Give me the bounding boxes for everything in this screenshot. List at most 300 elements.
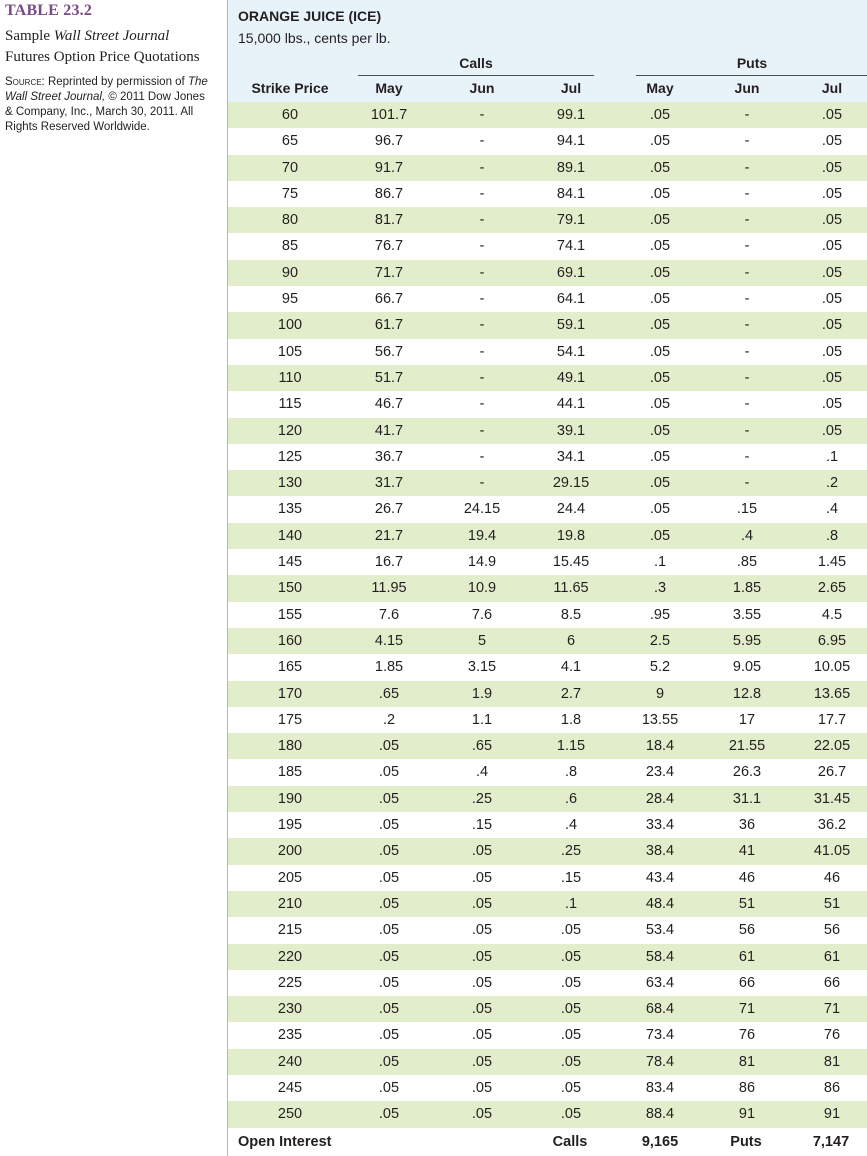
cell-calls-jun: 14.9 — [467, 554, 497, 571]
cell-calls-jun: 7.6 — [471, 606, 493, 623]
cell-puts-jul: 36.2 — [817, 817, 847, 834]
cell-puts-jul: 22.05 — [813, 738, 851, 755]
table-row — [228, 654, 867, 680]
table-row — [228, 602, 867, 628]
cell-calls-jul: 11.65 — [553, 580, 589, 597]
cell-calls-jul: 99.1 — [556, 107, 586, 123]
cell-puts-jul: .2 — [825, 475, 839, 492]
cell-calls-may: 76.7 — [374, 238, 404, 255]
cell-puts-jun: - — [744, 422, 750, 439]
cell-puts-may: .1 — [653, 554, 667, 571]
cell-strike-price: 105 — [277, 343, 303, 360]
table-header — [228, 0, 867, 103]
cell-calls-jun: 19.4 — [467, 527, 497, 544]
cell-puts-may: 13.55 — [641, 711, 679, 728]
cell-puts-may: .05 — [649, 527, 671, 544]
table-row — [228, 496, 867, 522]
table-row — [228, 970, 867, 996]
cell-calls-jul: 15.45 — [552, 554, 590, 571]
cell-puts-jul: 4.5 — [821, 606, 843, 623]
cell-calls-jun: 24.15 — [463, 501, 501, 518]
cell-strike-price: 210 — [277, 895, 303, 912]
cell-calls-jun: .4 — [475, 764, 489, 781]
cell-puts-jun: 51 — [738, 895, 756, 912]
cell-calls-jun: - — [479, 396, 485, 413]
cell-puts-may: 28.4 — [645, 790, 675, 807]
cell-calls-jun: .05 — [471, 1027, 493, 1044]
table-title: ORANGE JUICE (ICE) — [238, 8, 382, 24]
cell-calls-jun: .05 — [471, 1106, 493, 1123]
cell-puts-jul: 81 — [823, 1053, 841, 1070]
cell-puts-jun: 81 — [738, 1053, 756, 1070]
cell-puts-may: 5.2 — [649, 659, 671, 676]
table-row — [228, 681, 867, 707]
cell-puts-jul: 6.95 — [817, 632, 847, 649]
cell-calls-may: 51.7 — [374, 369, 404, 386]
cell-calls-jun: - — [479, 291, 485, 308]
table-row — [228, 286, 867, 312]
cell-puts-may: 78.4 — [645, 1053, 675, 1070]
cell-calls-jun: .05 — [471, 922, 493, 939]
cell-calls-jul: 79.1 — [556, 212, 586, 229]
cell-puts-may: 63.4 — [645, 974, 675, 991]
cell-calls-may: 16.7 — [374, 554, 404, 571]
cell-puts-jul: .05 — [821, 185, 843, 202]
cell-puts-jul: .05 — [821, 238, 843, 255]
cell-calls-jun: - — [479, 448, 485, 465]
cell-puts-may: 18.4 — [645, 738, 675, 755]
cell-puts-jun: - — [744, 264, 750, 281]
cell-strike-price: 90 — [281, 264, 299, 281]
cell-puts-jul: .05 — [821, 291, 843, 308]
cell-calls-may: 21.7 — [374, 527, 404, 544]
cell-calls-may: 41.7 — [374, 422, 404, 439]
cell-strike-price: 235 — [277, 1027, 303, 1044]
table-row — [228, 233, 867, 259]
sidebar — [5, 0, 210, 135]
cell-puts-jul: .05 — [821, 317, 843, 334]
table-row — [228, 549, 867, 575]
cell-strike-price: 70 — [281, 159, 299, 176]
cell-calls-jul: 84.1 — [556, 185, 586, 202]
cell-calls-jul: 89.1 — [556, 159, 586, 176]
cell-puts-jun: 41 — [738, 843, 756, 860]
cell-calls-jul: .05 — [560, 1079, 582, 1096]
cell-calls-jul: .1 — [564, 895, 578, 912]
calls-group-rule — [358, 75, 594, 76]
cell-puts-may: .05 — [649, 448, 671, 465]
cell-calls-may: .05 — [378, 764, 400, 781]
cell-calls-may: .05 — [378, 1001, 400, 1018]
cell-calls-jun: - — [479, 238, 485, 255]
cell-puts-jun: 26.3 — [732, 764, 762, 781]
cell-strike-price: 185 — [277, 764, 303, 781]
cell-puts-may: .05 — [649, 369, 671, 386]
cell-calls-jul: 69.1 — [556, 264, 586, 281]
cell-calls-jul: .15 — [560, 869, 582, 886]
cell-puts-jul: .8 — [825, 527, 839, 544]
cell-strike-price: 190 — [277, 790, 303, 807]
cell-puts-jul: .4 — [825, 501, 839, 518]
table-row — [228, 733, 867, 759]
cell-puts-jul: 31.45 — [813, 790, 851, 807]
cell-calls-jul: 1.8 — [560, 711, 582, 728]
table-row — [228, 628, 867, 654]
cell-calls-jun: - — [479, 264, 485, 281]
cell-strike-price: 110 — [278, 369, 302, 386]
cell-calls-may: 1.85 — [374, 659, 404, 676]
table-row — [228, 155, 867, 181]
cell-puts-may: .3 — [653, 580, 667, 597]
cell-puts-may: .05 — [649, 317, 671, 334]
table-row — [228, 891, 867, 917]
table-row — [228, 996, 867, 1022]
table-label: TABLE 23.2 — [5, 2, 93, 19]
table-subtitle: 15,000 lbs., cents per lb. — [238, 30, 391, 46]
cell-strike-price: 230 — [277, 1001, 303, 1018]
cell-strike-price: 225 — [277, 974, 303, 991]
column-header-strike-price: Strike Price — [251, 80, 329, 96]
cell-calls-jul: 94.1 — [556, 133, 586, 150]
cell-puts-jun: - — [744, 475, 750, 492]
cell-calls-jul: .05 — [560, 974, 582, 991]
cell-puts-may: 58.4 — [645, 948, 675, 965]
cell-strike-price: 85 — [281, 238, 299, 255]
cell-puts-jun: 66 — [738, 974, 756, 991]
cell-puts-jun: 76 — [738, 1027, 756, 1044]
cell-calls-jul: .25 — [560, 843, 582, 860]
cell-puts-jul: .05 — [821, 212, 843, 229]
table-row — [228, 391, 867, 417]
cell-calls-may: .2 — [382, 711, 396, 728]
cell-puts-jun: - — [744, 107, 750, 123]
cell-calls-jul: 1.15 — [556, 738, 586, 755]
cell-calls-may: 56.7 — [374, 343, 404, 360]
cell-strike-price: 240 — [277, 1053, 303, 1070]
cell-puts-jun: - — [744, 291, 750, 308]
cell-calls-jun: - — [479, 343, 485, 360]
cell-calls-jul: .05 — [560, 922, 582, 939]
cell-puts-jun: .15 — [736, 501, 758, 518]
cell-puts-jul: 71 — [823, 1001, 841, 1018]
cell-puts-may: 43.4 — [645, 869, 675, 886]
cell-puts-may: .05 — [649, 133, 671, 150]
cell-strike-price: 220 — [277, 948, 303, 965]
cell-strike-price: 95 — [281, 291, 299, 308]
cell-calls-jun: .05 — [471, 869, 493, 886]
cell-puts-jun: - — [744, 343, 750, 360]
cell-calls-jul: 64.1 — [556, 291, 586, 308]
cell-calls-jul: 19.8 — [556, 527, 586, 544]
table-row — [228, 312, 867, 338]
table-row — [228, 917, 867, 943]
cell-puts-jul: 61 — [823, 948, 841, 965]
cell-calls-may: .05 — [378, 1106, 400, 1123]
cell-puts-jun: - — [744, 396, 750, 413]
cell-calls-may: .05 — [378, 1079, 400, 1096]
cell-strike-price: 120 — [277, 422, 303, 439]
cell-calls-may: .05 — [378, 843, 400, 860]
cell-puts-may: .05 — [649, 501, 671, 518]
cell-calls-jun: .05 — [471, 843, 493, 860]
cell-puts-may: .05 — [649, 185, 671, 202]
cell-puts-may: .05 — [649, 212, 671, 229]
cell-puts-may: 23.4 — [645, 764, 675, 781]
table-row — [228, 365, 867, 391]
cell-puts-jul: .1 — [825, 448, 839, 465]
cell-puts-jul: .05 — [821, 159, 843, 176]
cell-calls-jun: .25 — [471, 790, 493, 807]
table-body — [228, 102, 867, 1128]
cell-calls-may: 26.7 — [374, 501, 404, 518]
cell-puts-jul: .05 — [821, 422, 843, 439]
cell-puts-jun: - — [744, 448, 750, 465]
cell-calls-jul: .05 — [560, 948, 582, 965]
cell-puts-jul: 46 — [823, 869, 841, 886]
cell-calls-may: 101.7 — [370, 107, 408, 123]
cell-puts-jun: - — [744, 317, 750, 334]
cell-strike-price: 170 — [277, 685, 303, 702]
cell-puts-jun: 36 — [738, 817, 756, 834]
cell-calls-jul: 44.1 — [556, 396, 586, 413]
cell-puts-jun: 21.55 — [728, 738, 766, 755]
cell-strike-price: 145 — [277, 554, 303, 571]
column-header-puts-may: May — [646, 80, 674, 96]
table-row — [228, 1075, 867, 1101]
cell-strike-price: 130 — [277, 475, 303, 492]
cell-strike-price: 155 — [277, 606, 303, 623]
cell-calls-may: 11.95 — [371, 580, 407, 597]
source-post: © 2011 Dow Jones & Company, Inc., March 30, 2011. All Rights Reserved Worldwide. — [5, 91, 205, 133]
cell-puts-jul: 26.7 — [817, 764, 847, 781]
cell-calls-jun: .65 — [471, 738, 493, 755]
cell-puts-jun: 1.85 — [732, 580, 762, 597]
cell-calls-may: 66.7 — [374, 291, 404, 308]
cell-calls-may: 61.7 — [374, 317, 404, 334]
cell-calls-jul: 8.5 — [560, 606, 582, 623]
cell-puts-jun: 46 — [738, 869, 756, 886]
table-row — [228, 444, 867, 470]
cell-puts-jun: .4 — [740, 527, 754, 544]
cell-calls-jun: - — [479, 107, 485, 123]
cell-calls-jun: - — [479, 422, 485, 439]
cell-puts-jul: 76 — [823, 1027, 841, 1044]
cell-puts-jul: .05 — [821, 343, 843, 360]
cell-calls-jun: 3.15 — [467, 659, 497, 676]
cell-puts-jul: .05 — [821, 369, 843, 386]
cell-strike-price: 175 — [277, 711, 303, 728]
table-row — [228, 575, 867, 601]
cell-strike-price: 115 — [278, 396, 302, 413]
cell-puts-jun: 9.05 — [732, 659, 762, 676]
cell-calls-may: 36.7 — [374, 448, 404, 465]
cell-puts-jul: 51 — [823, 895, 841, 912]
calls-interest-label: Calls — [552, 1134, 588, 1150]
puts-group-header: Puts — [736, 55, 768, 71]
cell-calls-may: .05 — [378, 1053, 400, 1070]
cell-calls-may: 7.6 — [378, 606, 400, 623]
cell-puts-jul: 13.65 — [813, 685, 851, 702]
calls-interest-value: 9,165 — [641, 1134, 679, 1150]
source-pre: Reprinted by permission of — [44, 76, 188, 88]
cell-calls-may: 46.7 — [374, 396, 404, 413]
table-row — [228, 1101, 867, 1127]
cell-calls-jun: - — [479, 369, 485, 386]
source-note — [5, 75, 210, 135]
cell-puts-may: .05 — [649, 396, 671, 413]
cell-strike-price: 200 — [277, 843, 303, 860]
table-row — [228, 865, 867, 891]
cell-puts-jul: .05 — [821, 107, 843, 123]
cell-puts-jun: 5.95 — [732, 632, 762, 649]
table-row — [228, 339, 867, 365]
cell-calls-jul: 39.1 — [556, 422, 586, 439]
cell-calls-jul: 59.1 — [556, 317, 586, 334]
cell-calls-may: .65 — [378, 685, 400, 702]
cell-strike-price: 150 — [277, 580, 303, 597]
table-footer — [228, 1128, 867, 1156]
cell-puts-may: 48.4 — [645, 895, 675, 912]
cell-puts-jun: 12.8 — [732, 685, 762, 702]
cell-calls-may: .05 — [378, 738, 400, 755]
cell-puts-may: .05 — [649, 159, 671, 176]
table-caption — [5, 26, 210, 67]
cell-calls-may: .05 — [378, 974, 400, 991]
cell-puts-jun: 61 — [738, 948, 756, 965]
cell-puts-jun: 86 — [738, 1079, 756, 1096]
column-header-calls-jul: Jul — [560, 80, 582, 96]
source-label: Source: — [5, 76, 45, 88]
cell-puts-may: 38.4 — [645, 843, 675, 860]
cell-calls-may: 86.7 — [374, 185, 404, 202]
cell-puts-may: 2.5 — [649, 632, 671, 649]
cell-calls-jun: 1.9 — [471, 685, 493, 702]
source-italic: The Wall Street Journal, — [5, 76, 208, 103]
cell-puts-jun: - — [744, 369, 750, 386]
cell-strike-price: 125 — [277, 448, 303, 465]
cell-calls-jul: .05 — [560, 1053, 582, 1070]
cell-calls-jul: .05 — [560, 1001, 582, 1018]
cell-puts-jul: 56 — [823, 922, 841, 939]
cell-puts-jul: 10.05 — [813, 659, 851, 676]
cell-calls-may: 96.7 — [374, 133, 404, 150]
cell-calls-jun: - — [479, 212, 485, 229]
cell-strike-price: 135 — [277, 501, 303, 518]
cell-calls-jul: 6 — [566, 632, 576, 649]
cell-strike-price: 205 — [277, 869, 303, 886]
cell-puts-may: 88.4 — [645, 1106, 675, 1123]
cell-puts-jun: .85 — [736, 554, 758, 571]
table-row — [228, 207, 867, 233]
cell-puts-may: .05 — [649, 264, 671, 281]
cell-calls-jun: .05 — [471, 1001, 493, 1018]
cell-calls-may: .05 — [378, 922, 400, 939]
cell-calls-may: .05 — [378, 1027, 400, 1044]
table-row — [228, 470, 867, 496]
cell-calls-may: 81.7 — [374, 212, 404, 229]
cell-calls-jul: .6 — [564, 790, 578, 807]
cell-calls-jun: 1.1 — [471, 711, 493, 728]
cell-calls-may: .05 — [378, 790, 400, 807]
table-row — [228, 1049, 867, 1075]
cell-puts-jul: 91 — [823, 1106, 841, 1123]
cell-puts-may: .05 — [649, 107, 671, 123]
cell-puts-jun: 56 — [738, 922, 756, 939]
cell-strike-price: 160 — [277, 632, 303, 649]
table-row — [228, 944, 867, 970]
column-header-puts-jul: Jul — [821, 80, 843, 96]
cell-calls-jun: .05 — [471, 974, 493, 991]
cell-puts-jul: .05 — [821, 133, 843, 150]
cell-calls-may: 91.7 — [374, 159, 404, 176]
cell-calls-jul: .4 — [564, 817, 578, 834]
cell-puts-jul: 66 — [823, 974, 841, 991]
cell-puts-jun: 91 — [738, 1106, 756, 1123]
table-row — [228, 838, 867, 864]
cell-calls-jun: - — [479, 475, 485, 492]
table-row — [228, 418, 867, 444]
cell-calls-may: .05 — [378, 895, 400, 912]
cell-calls-jun: - — [479, 159, 485, 176]
cell-strike-price: 75 — [281, 185, 299, 202]
cell-strike-price: 165 — [277, 659, 303, 676]
cell-calls-jun: - — [479, 317, 485, 334]
cell-puts-may: .05 — [649, 291, 671, 308]
cell-strike-price: 245 — [277, 1079, 303, 1096]
cell-puts-jun: 31.1 — [732, 790, 762, 807]
cell-calls-jul: .8 — [564, 764, 578, 781]
open-interest-label: Open Interest — [238, 1134, 332, 1150]
table-row — [228, 759, 867, 785]
cell-puts-jun: 71 — [738, 1001, 756, 1018]
cell-puts-may: .05 — [649, 343, 671, 360]
cell-puts-jul: .05 — [821, 396, 843, 413]
cell-calls-jun: .05 — [471, 1053, 493, 1070]
quotes-table — [227, 0, 867, 1156]
cell-strike-price: 65 — [281, 133, 299, 150]
cell-calls-jun: .05 — [471, 895, 493, 912]
cell-calls-jun: - — [479, 185, 485, 202]
caption-italic: Wall Street Journal — [53, 28, 170, 44]
cell-puts-may: .95 — [649, 606, 671, 623]
cell-puts-may: 53.4 — [645, 922, 675, 939]
cell-puts-jul: 1.45 — [817, 554, 847, 571]
cell-calls-jul: .05 — [560, 1027, 582, 1044]
cell-puts-may: 73.4 — [645, 1027, 675, 1044]
puts-interest-value: 7,147 — [812, 1134, 850, 1150]
cell-puts-jun: - — [744, 185, 750, 202]
table-row — [228, 786, 867, 812]
cell-puts-jun: - — [744, 238, 750, 255]
cell-strike-price: 60 — [281, 107, 299, 123]
cell-strike-price: 195 — [277, 817, 303, 834]
cell-calls-jul: 74.1 — [556, 238, 586, 255]
table-row — [228, 523, 867, 549]
table-row — [228, 128, 867, 154]
cell-puts-may: 9 — [655, 685, 665, 702]
cell-strike-price: 140 — [277, 527, 303, 544]
column-header-calls-jun: Jun — [469, 80, 495, 96]
cell-calls-jul: 24.4 — [556, 501, 586, 518]
cell-puts-jul: 17.7 — [817, 711, 847, 728]
cell-calls-jul: 49.1 — [556, 369, 586, 386]
cell-calls-jun: .05 — [471, 1079, 493, 1096]
table-row — [228, 181, 867, 207]
caption-post: Futures Option Price Quotations — [5, 48, 200, 65]
cell-strike-price: 100 — [277, 317, 303, 334]
cell-calls-jul: 34.1 — [556, 448, 586, 465]
cell-strike-price: 250 — [277, 1106, 303, 1123]
